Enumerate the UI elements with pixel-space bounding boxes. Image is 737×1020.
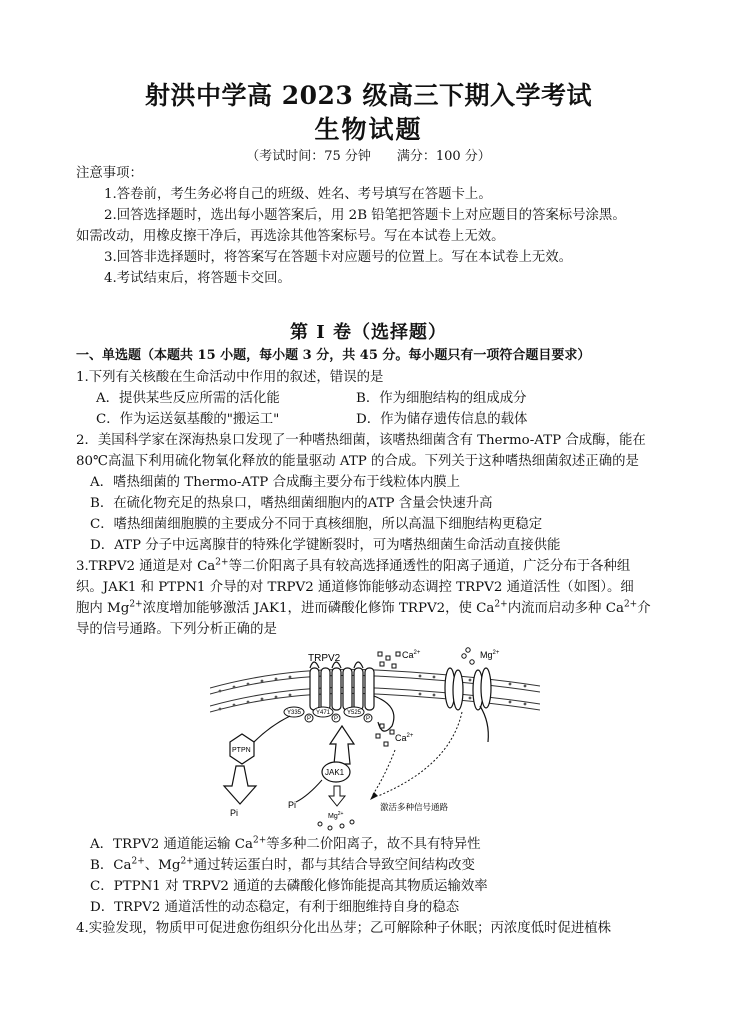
- y471-label: Y471: [316, 710, 331, 716]
- q1-option-c: C．作为运送氨基酸的"搬运工": [96, 412, 280, 427]
- trpv2-label: TRPV2: [308, 653, 341, 664]
- q3-option-b: [90, 856, 475, 876]
- q1-stem: 1.下列有关核酸在生命活动中作用的叙述，错误的是: [76, 370, 384, 385]
- q2-option-c: C．嗜热细菌细胞膜的主要成分不同于真核细胞，所以高温下细胞结构更稳定: [90, 517, 543, 532]
- mg-text: Mg: [480, 650, 493, 660]
- q3-text: 等二价阳离子具有较高选择通透性的阳离子通道，广泛分布于各种组: [228, 559, 631, 574]
- mg-up-arrow: [329, 786, 345, 806]
- ca-label-inside: [395, 733, 414, 743]
- q3-text: 浓度增加能够激活 JAK1，进而磷酸化修饰 TRPV2，使 Ca: [142, 601, 495, 616]
- subject-title: 生物试题: [314, 115, 423, 144]
- q3-text: 介: [637, 601, 651, 616]
- superscript: 2+: [131, 856, 145, 867]
- jak1-up-arrow: [330, 726, 354, 764]
- ptpn-down-arrow: [224, 766, 256, 804]
- mg-ions-outside: [462, 648, 474, 664]
- signal-label: 激活多种信号通路: [380, 802, 449, 812]
- part-label: 一、单选题: [76, 348, 142, 363]
- superscript: 2+: [492, 650, 500, 656]
- q3-option-c: C．PTPN1 对 TRPV2 通道的去磷酸化修饰能提高其物质运输效率: [90, 879, 488, 894]
- q1-option-a: A．提供某些反应所需的活化能: [96, 391, 280, 406]
- mg-text: Mg: [328, 813, 338, 820]
- q3-stem-line3: [76, 599, 651, 619]
- ca-label-top: [402, 650, 421, 660]
- q1-option-b: B．作为细胞结构的组成成分: [356, 391, 527, 406]
- ca-text: Ca: [395, 733, 407, 743]
- notice-heading: 注意事项：: [76, 166, 143, 181]
- superscript: 2+: [129, 599, 143, 610]
- trpv2-channel: [310, 662, 394, 731]
- ca-text: Ca: [402, 650, 414, 660]
- signal-arrows: [372, 712, 462, 796]
- superscript: 2+: [180, 856, 194, 867]
- notice-item: 如需改动，用橡皮擦干净后，再选涂其他答案标号。写在本试卷上无效。: [76, 229, 505, 244]
- exam-info: （考试时间：75 分钟 满分：100 分）: [246, 149, 491, 164]
- notice-item: 1.答卷前，考生务必将自己的班级、姓名、考号填写在答题卡上。: [104, 187, 492, 202]
- notice-item: 2.回答选择题时，选出每小题答案后，用 2B 铅笔把答题卡上对应题目的答案标号涂黑。: [104, 208, 626, 223]
- q3-text: 、Mg: [144, 858, 181, 873]
- q2-stem-line1: 2．美国科学家在深海热泉口发现了一种嗜热细菌，该嗜热细菌含有 Thermo-ATP 合成酶，能在: [76, 433, 646, 448]
- q3-option-d: D．TRPV2 通道活性的动态稳定，有利于细胞维持自身的稳态: [90, 900, 460, 915]
- q3-text: B．Ca: [90, 858, 132, 873]
- mg-transporter: [445, 668, 491, 742]
- q3-text: 等多种二价阳离子，故不具有特异性: [266, 837, 481, 852]
- q2-option-d: D．ATP 分子中远离腺苷的特殊化学键断裂时，可为嗜热细菌生命活动直接供能: [90, 538, 561, 553]
- q3-stem-line1: [76, 557, 630, 577]
- p-label: P: [334, 716, 339, 722]
- phospho-sites: [284, 707, 372, 722]
- q1-option-d: D．作为储存遗传信息的载体: [356, 412, 528, 427]
- q2-stem-line2: 80℃高温下利用硫化物氧化释放的能量驱动 ATP 的合成。下列关于这种嗜热细菌叙述正确的是: [76, 454, 639, 469]
- ptpn-label: PTPN: [232, 747, 251, 754]
- q3-option-a: [90, 835, 481, 855]
- superscript: 2+: [623, 599, 638, 610]
- trpv2-channel-diagram: [210, 646, 540, 832]
- q4-stem: 4.实验发现，物质甲可促进愈伤组织分化出丛芽；乙可解除种子休眠；丙浓度低时促进植株: [76, 921, 612, 936]
- q3-text: A．TRPV2 通道能运输 Ca: [90, 837, 253, 852]
- diagram-svg: [210, 646, 540, 832]
- q3-text: 胞内 Mg: [76, 601, 130, 616]
- notice-item: 3.回答非选择题时，将答案写在答题卡对应题号的位置上。写在本试卷上无效。: [104, 250, 573, 265]
- part-heading: [76, 346, 590, 366]
- y335-label: Y335: [287, 710, 302, 716]
- q3-text: 通过转运蛋白时，都与其结合导致空间结构改变: [193, 858, 475, 873]
- q3-text: 3.TRPV2 通道是对 Ca: [76, 559, 216, 574]
- part-note: （本题共 15 小题，每小题 3 分，共 45 分。每小题只有一项符合题目要求）: [141, 348, 591, 363]
- superscript: 2+: [494, 599, 508, 610]
- pi-label-left: Pi: [230, 808, 239, 818]
- calcium-ions-outside: [378, 652, 400, 668]
- p-label: P: [307, 716, 312, 722]
- signal-arrowhead: [370, 792, 378, 800]
- q2-option-b: B．在硫化物充足的热泉口，嗜热细菌细胞内的ATP 含量会快速升高: [90, 496, 493, 511]
- jak1-label: JAK1: [325, 768, 345, 777]
- q2-option-a: A．嗜热细菌的 Thermo-ATP 合成酶主要分布于线粒体内膜上: [90, 475, 461, 490]
- superscript: 2+: [406, 733, 414, 739]
- mg-ions-inside: [318, 820, 354, 830]
- pi-label-right: Pi: [288, 800, 297, 810]
- jak1-pi-arrow: [296, 780, 322, 802]
- exam-title: 射洪中学高 2023 级高三下期入学考试: [145, 81, 592, 110]
- q3-stem-line4: 导的信号通路。下列分析正确的是: [76, 622, 277, 637]
- q3-text: 内流而启动多种 Ca: [507, 601, 624, 616]
- y525-label: Y525: [347, 710, 362, 716]
- notice-item: 4.考试结束后，将答题卡交回。: [104, 271, 291, 286]
- q3-stem-line2: 织。JAK1 和 PTPN1 介导的对 TRPV2 通道修饰能够动态调控 TRPV2 通道活性（如图）。细: [76, 580, 634, 595]
- p-label: P: [366, 716, 371, 722]
- superscript: 2+: [252, 835, 267, 846]
- superscript: 2+: [215, 557, 229, 568]
- superscript: 2+: [337, 811, 344, 817]
- ptpn-arrow: [254, 716, 290, 742]
- superscript: 2+: [413, 650, 421, 656]
- mg-label: [480, 650, 500, 660]
- mg-label-inside: [328, 811, 344, 820]
- section-title: 第 I 卷（选择题）: [290, 322, 447, 343]
